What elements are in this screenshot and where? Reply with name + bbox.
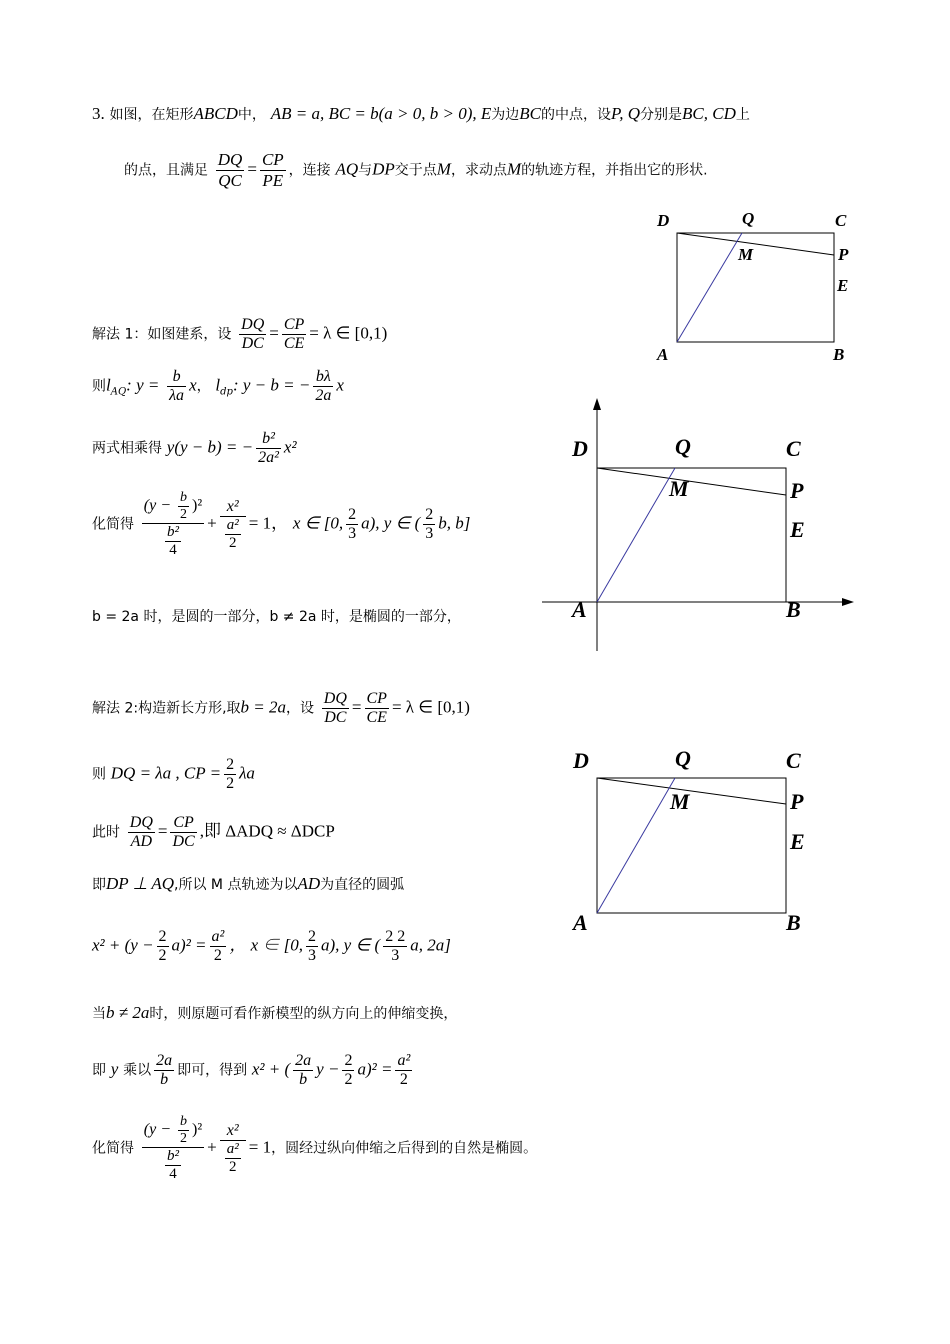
label-m: M	[670, 789, 690, 814]
label-b: B	[786, 597, 801, 622]
ellipse-term-x: $\frac{\text{x²}}{\frac{\text{a²}}{2}}$	[220, 498, 246, 552]
ellipse-term-y: (y − $\frac{b}{2}$ )² $\frac{\text{b²}}{4}$	[143, 490, 203, 558]
label-q: Q	[675, 434, 691, 459]
figure-coordinate	[538, 396, 858, 656]
solution2-line-3: 此时 $\frac{DQ}{AD}$ = $\frac{CP}{DC}$ ,即 ΔADQ ≈ ΔDCP	[92, 814, 335, 850]
label-c: C	[786, 748, 801, 773]
solution2-circle-eq: x² + (y − $\frac{2}{2}$ a)² = $\frac{\text{a²}}{2}$ ， x ∈ [0, $\frac{2}{3}$ a), y ∈ ( $\frac{2 2}{3}$ a, 2a]	[92, 928, 451, 964]
label-b: B	[833, 345, 845, 364]
label-d: D	[573, 748, 589, 773]
label-d: D	[572, 436, 588, 461]
solution1-line-3: 两式相乘得 y(y − b) = − $\frac{\text{b²}}{\text{2a²}}$ x²	[92, 430, 297, 466]
problem-line-2: 的点，且满足 $\frac{DQ}{QC}$ = $\frac{CP}{PE}$ ，连接 AQ与DP交于点M，求动点M的轨迹方程，并指出它的形状.	[124, 150, 708, 190]
label-c: C	[786, 436, 801, 461]
label-q: Q	[742, 209, 755, 228]
ratio-cp-pe: $\frac{CP}{PE}$	[261, 150, 284, 190]
label-a: A	[572, 597, 587, 622]
label-p: P	[838, 245, 849, 264]
label-q: Q	[675, 746, 691, 771]
label-e: E	[790, 829, 805, 854]
ratio-dq-qc: $\frac{DQ}{QC}$	[217, 150, 243, 190]
label-a: A	[657, 345, 669, 364]
solution1-line-4: 化简得 (y − $\frac{b}{2}$ )² $\frac{\text{b²}}{4}$ + $\frac{\text{x²}}{\frac{\text{a²}}{2}}$ = 1， x ∈ [0, $\frac{2}{3}$ a), y ∈ ( $\frac{2}{3}$ b, b]	[92, 490, 471, 558]
label-e: E	[837, 276, 849, 295]
label-m: M	[669, 476, 689, 501]
solution2-scale: 即 y 乘以 $\frac{2a}{b}$ 即可，得到 x² + ( $\frac{2a}{b}$ y − $\frac{2}{2}$ a)² = $\frac{\text{a²}}{2}$	[92, 1052, 411, 1088]
figure-rectangle-3	[565, 742, 825, 942]
final-term-y: (y − $\frac{b}{2}$ )² $\frac{\text{b²}}{4}$	[143, 1114, 203, 1182]
solution2-when: 当b ≠ 2a时，则原题可看作新模型的纵方向上的伸缩变换，	[92, 1003, 458, 1022]
figure-rectangle-1	[650, 200, 870, 370]
label-a: A	[573, 910, 588, 935]
solution2-line-1: 解法 2:构造新长方形,取b = 2a，设 $\frac{DQ}{DC}$ = $\frac{CP}{CE}$ = λ ∈ [0,1)	[92, 690, 470, 726]
solution2-line-4: 即DP ⊥ AQ,所以 M 点轨迹为以AD为直径的圆弧	[92, 874, 405, 893]
solution1-line-2: 则$l_{AQ}$: y = $\frac{b}{\lambda a}$ x， $l_{dp}$: y − b = − $\frac{b\lambda}{2a}$ x	[92, 368, 344, 404]
label-d: D	[657, 211, 670, 230]
solution1-conclusion: b = 2a 时，是圆的一部分，b ≠ 2a 时，是椭圆的一部分，	[92, 609, 461, 625]
solution1-line-1: 解法 1：如图建系，设 $\frac{DQ}{DC}$ = $\frac{CP}{CE}$ = λ ∈ [0,1)	[92, 316, 388, 352]
problem-line-1: 3. 如图，在矩形ABCD中， AB = a, BC = b(a > 0, b > 0), E为边BC的中点，设P, Q分别是BC, CD上	[92, 104, 750, 123]
label-b: B	[786, 910, 801, 935]
solution2-line-2: 则 DQ = λa , CP = $\frac{2}{2}$ λa	[92, 756, 255, 792]
solution2-final: 化简得 (y − $\frac{b}{2}$ )² $\frac{\text{b²}}{4}$ + $\frac{\text{x²}}{\frac{\text{a²}}{2}}$ = 1，圆经过纵向伸缩之后得到的自然是椭圆。	[92, 1114, 538, 1182]
label-e: E	[790, 517, 805, 542]
final-term-x: $\frac{\text{x²}}{\frac{\text{a²}}{2}}$	[220, 1122, 246, 1176]
label-c: C	[835, 211, 847, 230]
label-p: P	[790, 789, 804, 814]
label-m: M	[738, 245, 754, 264]
label-p: P	[790, 478, 804, 503]
